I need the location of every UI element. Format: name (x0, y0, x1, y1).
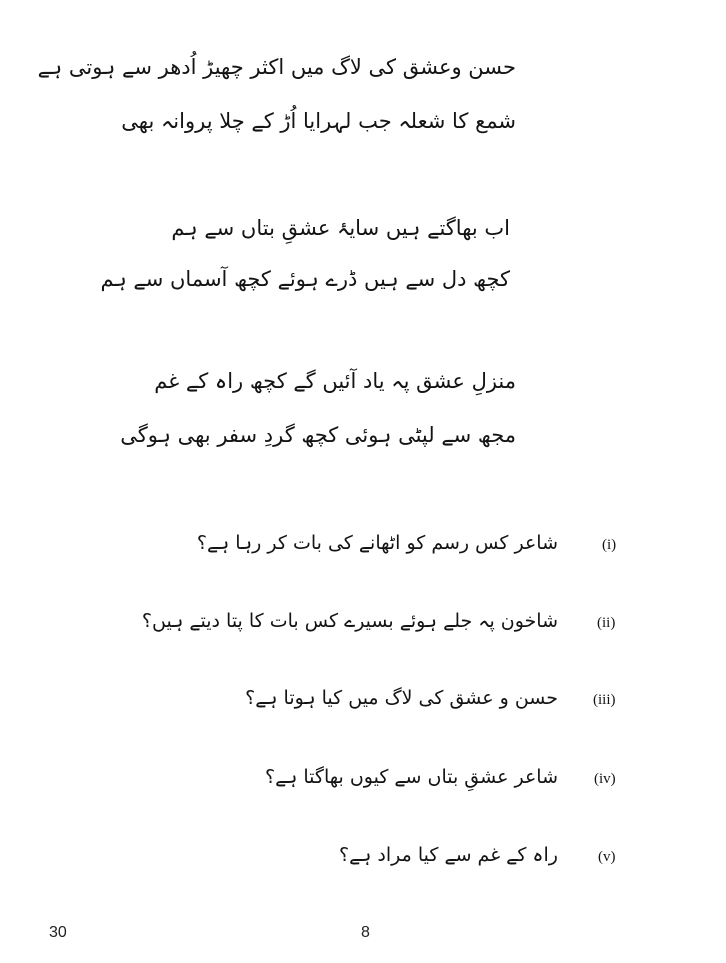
page-number: 8 (361, 924, 370, 941)
question-number: (ii) (597, 615, 616, 631)
question-text: شاخون پہ جلے ہوئے بسیرے کس بات کا پتا دیتے ہیں؟ (141, 610, 558, 632)
poem-stanza2-line1: اب بھاگتے ہیں سایۂ عشقِ بتاں سے ہم (171, 216, 510, 240)
poem-stanza3-line1: منزلِ عشق پہ یاد آئیں گے کچھ راہ کے غم (154, 369, 516, 393)
footer-code: 30 (49, 924, 67, 941)
question-text: راہ کے غم سے کیا مراد ہے؟ (339, 844, 558, 866)
question-number: (iv) (594, 771, 616, 787)
question-text: شاعر عشقِ بتاں سے کیوں بھاگتا ہے؟ (264, 766, 558, 788)
poem-stanza1-line2: شمع کا شعلہ جب لہرایا اُڑ کے چلا پروانہ بھی (121, 109, 516, 133)
poem-stanza1-line1: حسن وعشق کی لاگ میں اکثر چھیڑ اُدھر سے ہوتی ہے (37, 55, 516, 79)
poem-stanza3-line2: مجھ سے لپٹی ہوئی کچھ گردِ سفر بھی ہوگی (120, 423, 516, 447)
poem-stanza2-line2: کچھ دل سے ہیں ڈرے ہوئے کچھ آسماں سے ہم (100, 267, 510, 291)
question-number: (i) (602, 537, 617, 553)
question-number: (iii) (593, 692, 616, 708)
question-text: حسن و عشق کی لاگ میں کیا ہوتا ہے؟ (245, 687, 558, 709)
question-text: شاعر کس رسم کو اٹھانے کی بات کر رہا ہے؟ (196, 532, 558, 554)
question-number: (v) (598, 849, 616, 865)
